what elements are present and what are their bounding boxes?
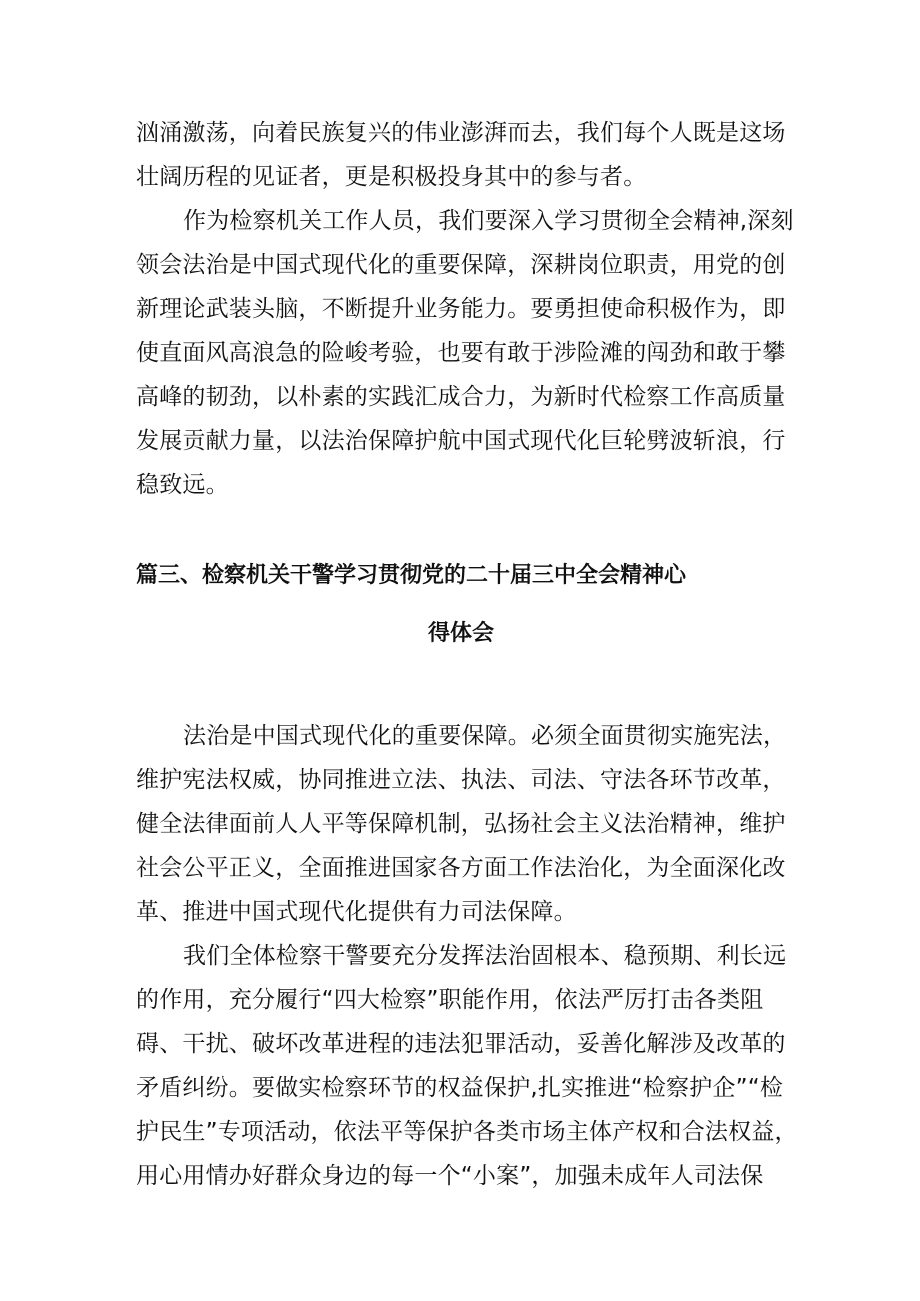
paragraph-line: 的作用，充分履行“四大检察”职能作用，依法严厉打击各类阻 <box>136 987 764 1013</box>
section-title: 篇三、检察机关干警学习贯彻党的二十届三中全会精神心 <box>136 563 687 588</box>
paragraph-line: 新理论武装头脑，不断提升业务能力。要勇担使命积极作为，即 <box>136 296 786 322</box>
paragraph-line: 用心用情办好群众身边的每一个“小案”，加强未成年人司法保 <box>136 1163 764 1189</box>
paragraph-line: 法治是中国式现代化的重要保障。必须全面贯彻实施宪法， <box>183 723 787 749</box>
paragraph-line: 稳致远。 <box>136 472 229 498</box>
paragraph-line: 高峰的韧劲，以朴素的实践汇成合力，为新时代检察工作高质量 <box>136 384 786 410</box>
paragraph-line: 健全法律面前人人平等保障机制，弘扬社会主义法治精神，维护 <box>136 811 786 837</box>
paragraph-line: 革、推进中国式现代化提供有力司法保障。 <box>136 899 577 925</box>
paragraph-line: 护民生”专项活动，依法平等保护各类市场主体产权和合法权益， <box>136 1119 798 1145</box>
paragraph-line: 使直面风高浪急的险峻考验，也要有敢于涉险滩的闯劲和敢于攀 <box>136 340 786 366</box>
paragraph-line: 矛盾纠纷。要做实检察环节的权益保护,扎实推进“检察护企”“检 <box>136 1075 784 1101</box>
paragraph-line: 发展贡献力量，以法治保障护航中国式现代化巨轮劈波斩浪，行 <box>136 428 786 454</box>
paragraph-line: 社会公平正义，全面推进国家各方面工作法治化，为全面深化改 <box>136 855 786 881</box>
paragraph-line: 汹涌激荡，向着民族复兴的伟业澎湃而去，我们每个人既是这场 <box>136 120 786 146</box>
section-title-continued: 得体会 <box>428 621 495 646</box>
paragraph-line: 作为检察机关工作人员，我们要深入学习贯彻全会精神,深刻 <box>183 208 794 234</box>
paragraph-line: 碍、干扰、破坏改革进程的违法犯罪活动，妥善化解涉及改革的 <box>136 1031 786 1057</box>
paragraph-line: 壮阔历程的见证者，更是积极投身其中的参与者。 <box>136 164 647 190</box>
paragraph-line: 领会法治是中国式现代化的重要保障，深耕岗位职责，用党的创 <box>136 252 786 278</box>
paragraph-line: 维护宪法权威，协同推进立法、执法、司法、守法各环节改革， <box>136 767 786 793</box>
paragraph-line: 我们全体检察干警要充分发挥法治固根本、稳预期、利长远 <box>183 943 787 969</box>
